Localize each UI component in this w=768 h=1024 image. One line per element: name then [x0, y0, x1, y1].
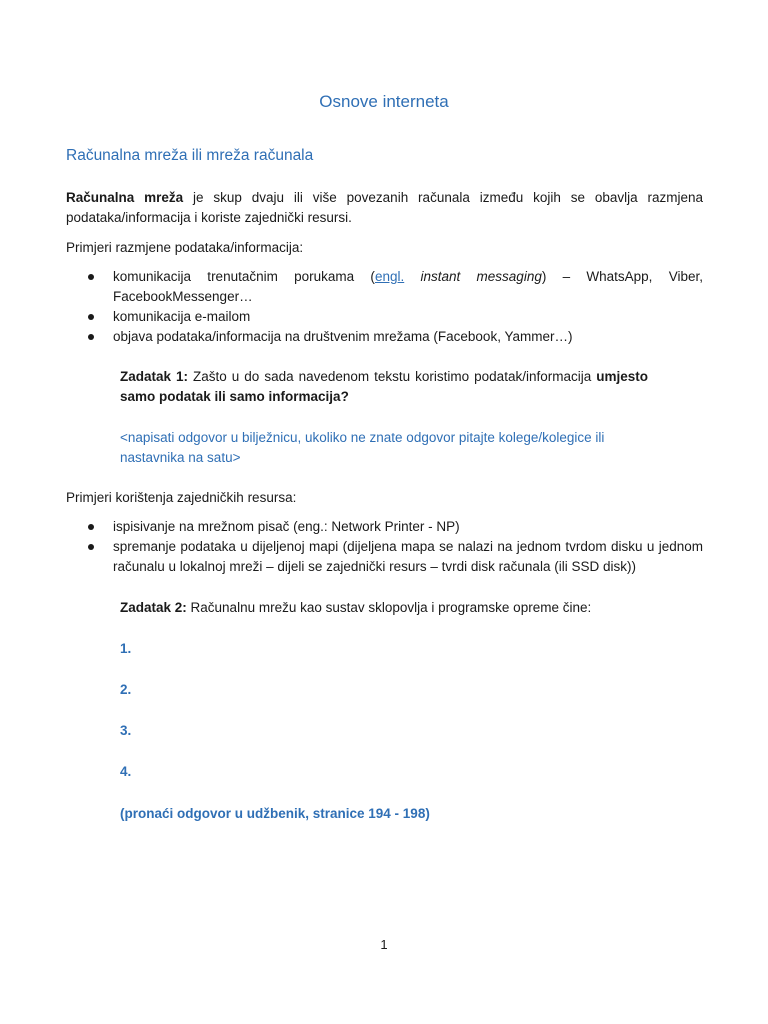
exchange-list [66, 267, 703, 347]
list-item: komunikacija trenutačnim porukama (engl. instant messaging) – WhatsApp, Viber, FacebookMessenger… [66, 267, 703, 307]
task1-answer-hint: <napisati odgovor u bilježnicu, ukoliko ne znate odgovor pitajte kolege/kolegice ili nastavnika na satu> [120, 430, 605, 465]
intro-text: je skup dvaju ili više povezanih računala između kojih se obavlja razmjena podataka/informacija i koriste zajednički resursi. [66, 190, 704, 225]
answer-number-4: 4. [120, 764, 132, 779]
task1-question: Zadatak 1: Zašto u do sada navedenom tekstu koristimo podatak/informacija umjesto samo podatak ili samo informacija? [120, 369, 648, 404]
task1-label: Zadatak 1: [120, 369, 189, 384]
engl-link[interactable]: engl. [374, 269, 405, 284]
document-title: Osnove interneta [319, 92, 449, 111]
examples-heading: Primjeri razmjene podataka/informacija: [66, 240, 304, 255]
answer-number-3: 3. [120, 723, 132, 738]
list-item: spremanje podataka u dijeljenoj mapi (dijeljena mapa se nalazi na jednom tvrdom disku u jednom računalu u lokalnoj mreži – dijeli se zajednički resurs – tvrdi disk računala (ili SSD disk)) [66, 537, 703, 577]
task2-hint: (pronaći odgovor u udžbenik, stranice 194 - 198) [120, 806, 430, 821]
section-heading: Računalna mreža ili mreža računala [66, 147, 314, 164]
page-number: 1 [380, 937, 388, 952]
intro-paragraph [66, 188, 703, 228]
list-item: komunikacija e-mailom [66, 307, 703, 327]
resources-list [66, 517, 703, 577]
resources-heading: Primjeri korištenja zajedničkih resursa: [66, 490, 297, 505]
list-item: ispisivanje na mrežnom pisač (eng.: Network Printer - NP) [66, 517, 703, 537]
answer-number-1: 1. [120, 641, 132, 656]
intro-term: Računalna mreža [66, 190, 184, 205]
answer-number-2: 2. [120, 682, 132, 697]
task2-question: Zadatak 2: Računalnu mrežu kao sustav sklopovlja i programske opreme čine: [120, 600, 592, 615]
list-item: objava podataka/informacija na društvenim mrežama (Facebook, Yammer…) [66, 327, 703, 347]
task2-label: Zadatak 2: [120, 600, 187, 615]
